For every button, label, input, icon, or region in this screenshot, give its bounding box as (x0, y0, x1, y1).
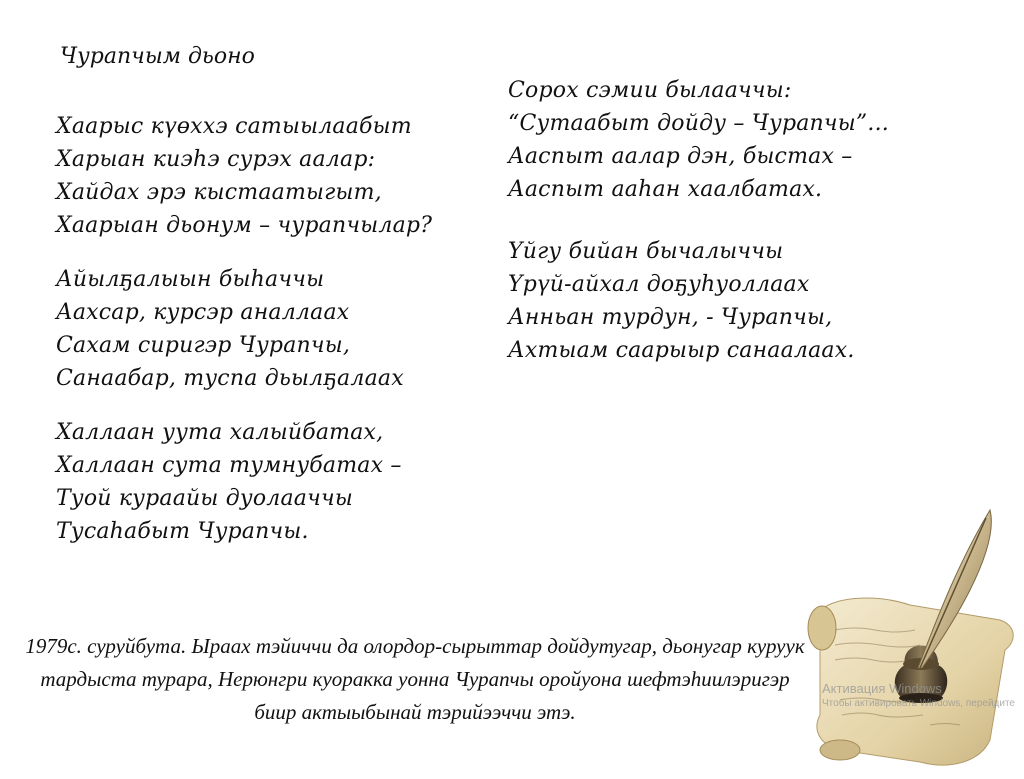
poem-line: Үрүй-айхал доҕуһуоллаах (508, 272, 810, 297)
poem-line: Халлаан уута халыйбатах, (56, 420, 384, 445)
quill-inkwell-scroll-icon (800, 500, 1024, 779)
poem-line: Айылҕалыын быһаччы (56, 267, 325, 292)
poem-line: Ааспыт аалар дэн, быстах – (508, 144, 853, 169)
poem-right-column (508, 74, 889, 396)
poem-line: Тусаһабыт Чурапчы. (56, 519, 309, 544)
watermark-title: Активация Windows (822, 681, 942, 696)
poem-line: Анньан турдун, - Чурапчы, (508, 305, 833, 330)
poem-left-column (56, 110, 432, 569)
poem-line: Хайдах эрэ кыстаатыгыт, (56, 180, 382, 205)
poem-line: Санаабар, туспа дьылҕалаах (56, 366, 404, 391)
poem-line: Аахсар, курсэр аналлаах (56, 300, 350, 325)
stanza (508, 235, 889, 367)
stanza (56, 110, 432, 242)
poem-line: Сорох сэмии былааччы: (508, 78, 792, 103)
poem-title: Чурапчым дьоно (60, 44, 255, 69)
author-note: 1979с. суруйбута. Ыраах тэйиччи да олордор-сырыттар дойдутугар, дьонугар куруук тардыста турара, Нерюнгри куоракка уонна Чурапчы оройуона шефтэһиилэригэр биир актыыбынай тэрийээччи этэ. (25, 634, 805, 724)
poem-line: Харыан киэһэ сурэх аалар: (56, 147, 376, 172)
poem-line: Ахтыам саарыыр санаалаах. (508, 338, 855, 363)
poem-line: Ааспыт ааһан хаалбатах. (508, 177, 823, 202)
stanza (56, 416, 432, 548)
windows-activation-watermark (822, 681, 1015, 711)
poem-line: Үйгу бийан бычалыччы (508, 239, 784, 264)
watermark-subtitle: Чтобы активировать Windows, перейдите (822, 698, 1015, 709)
poem-line: Хаарыс күөххэ сатыылаабыт (56, 114, 412, 139)
poem-line: Халлаан сута тумнубатах – (56, 453, 402, 478)
stanza (56, 263, 432, 395)
stanza (508, 74, 889, 206)
poem-line: “Сутаабыт дойду – Чурапчы”... (508, 111, 889, 136)
poem-line: Туой кураайы дуолааччы (56, 486, 354, 511)
poem-line: Сахам сиригэр Чурапчы, (56, 333, 351, 358)
poem-line: Хаарыан дьонум – чурапчылар? (56, 213, 433, 238)
